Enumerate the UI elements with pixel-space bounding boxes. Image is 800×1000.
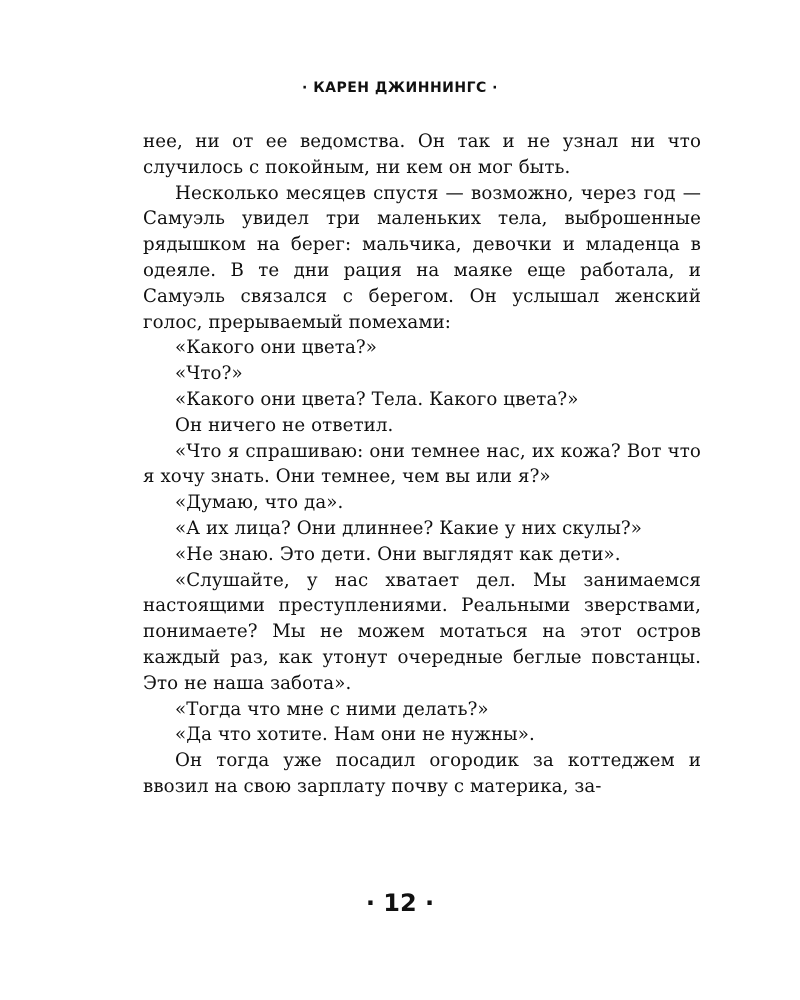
paragraph: «Тогда что мне с ними делать?»	[175, 698, 489, 720]
paragraph: «Что я спрашиваю: они темнее нас, их кожа? Вот что я хочу знать. Они темнее, чем вы или я?»	[143, 440, 701, 488]
paragraph: «Думаю, что да».	[175, 492, 344, 514]
paragraph: Несколько месяцев спустя — возможно, через год — Самуэль увидел три маленьких тела, выброшенные рядышком на берег: мальчика, девочки и младенца в одеяле. В те дни рация на маяке еще работала, и Самуэль связался с берегом. Он услышал женский голос, прерываемый помехами:	[143, 182, 701, 333]
running-header: · КАРЕН ДЖИННИНГС ·	[302, 80, 498, 96]
paragraph: «Да что хотите. Нам они не нужны».	[175, 724, 535, 746]
paragraph: «Слушайте, у нас хватает дел. Мы занимаемся настоящими преступлениями. Реальными зверствами, понимаете? Мы не можем мотаться на этот остров каждый раз, как утонут очередные беглые повстанцы. Это не наша забота».	[143, 569, 701, 694]
paragraph: «Какого они цвета? Тела. Какого цвета?»	[175, 388, 579, 410]
paragraph: нее, ни от ее ведомства. Он так и не узнал ни что случилось с покойным, ни кем он мог быть.	[143, 131, 701, 178]
paragraph: Он тогда уже посадил огородик за коттеджем и ввозил на свою зарплату почву с материка, за-	[143, 750, 701, 797]
body-text	[143, 129, 701, 800]
paragraph: «Какого они цвета?»	[175, 337, 377, 359]
paragraph: «Что?»	[175, 363, 243, 385]
paragraph: «А их лица? Они длиннее? Какие у них скулы?»	[175, 517, 642, 539]
paragraph: «Не знаю. Это дети. Они выглядят как дети».	[175, 543, 621, 565]
page-number: · 12 ·	[365, 889, 435, 917]
paragraph: Он ничего не ответил.	[175, 414, 394, 436]
